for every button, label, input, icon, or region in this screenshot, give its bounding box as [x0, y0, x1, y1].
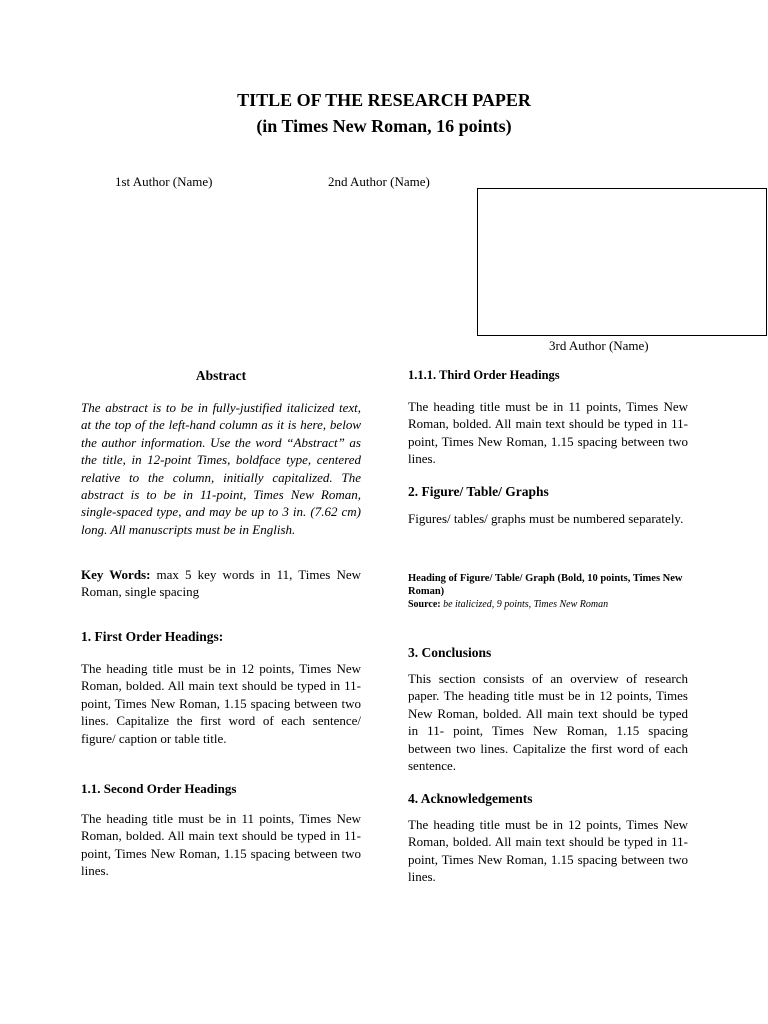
abstract-text: The abstract is to be in fully-justified italicized text, at the top of the left-hand column as it is here, below the author information. Use the word “Abstract” as the title, in 12-point Times, boldface type, centered relative to the column, initially capitalized. The abstract is to be in 11-point, Times New Roman, single-spaced type, and may be up to 3 in. (7.62 cm) long. All manuscripts must be in English. — [81, 400, 361, 537]
third-author: 3rd Author (Name) — [549, 338, 649, 353]
keywords-label: Key Words: — [81, 567, 151, 582]
first-order-text: The heading title must be in 12 points, Times New Roman, bolded. All main text should be typed in 11- point, Times New Roman, 1.15 spacing between two lines. Capitalize the first word of each sentence/ figure/ caption or table title. — [81, 661, 361, 746]
keywords-text: max 5 key words in 11, Times New Roman, single spacing — [81, 567, 361, 600]
figure-section-heading: 2. Figure/ Table/ Graphs — [408, 484, 549, 499]
third-order-text: The heading title must be in 11 points, Times New Roman, bolded. All main text should be typed in 11- point, Times New Roman, 1.15 spacing between two lines. — [408, 399, 688, 467]
figure-caption-heading: Heading of Figure/ Table/ Graph (Bold, 10 points, Times New Roman) — [408, 573, 683, 597]
first-author: 1st Author (Name) — [115, 174, 213, 189]
second-author: 2nd Author (Name) — [328, 174, 430, 189]
second-order-heading: 1.1. Second Order Headings — [81, 781, 237, 796]
source-label: Source: — [408, 599, 441, 610]
conclusions-text: This section consists of an overview of research paper. The heading title must be in 12 points, Times New Roman, bolded. All main text should be typed in 11- point, Times New Roman, 1.15 spacing between two lines. Capitalize the first word of each sentence. — [408, 671, 688, 774]
keywords — [81, 566, 361, 601]
acknowledgements-heading: 4. Acknowledgements — [408, 791, 533, 806]
paper-title: TITLE OF THE RESEARCH PAPER — [237, 90, 531, 110]
second-order-text: The heading title must be in 11 points, Times New Roman, bolded. All main text should be typed in 11- point, Times New Roman, 1.15 spacing between two lines. — [81, 811, 361, 879]
paper-title-subtitle: (in Times New Roman, 16 points) — [256, 116, 512, 136]
conclusions-heading: 3. Conclusions — [408, 645, 492, 660]
author-photo-placeholder — [477, 188, 767, 336]
source-text: be italicized, 9 points, Times New Roman — [440, 599, 609, 610]
third-order-heading: 1.1.1. Third Order Headings — [408, 368, 560, 382]
figure-source — [408, 599, 688, 611]
abstract-heading: Abstract — [195, 368, 247, 383]
acknowledgements-text: The heading title must be in 12 points, Times New Roman, bolded. All main text should be typed in 11- point, Times New Roman, 1.15 spacing between two lines. — [408, 817, 688, 885]
first-order-heading: 1. First Order Headings: — [81, 629, 224, 644]
figure-section-text: Figures/ tables/ graphs must be numbered separately. — [408, 511, 684, 526]
